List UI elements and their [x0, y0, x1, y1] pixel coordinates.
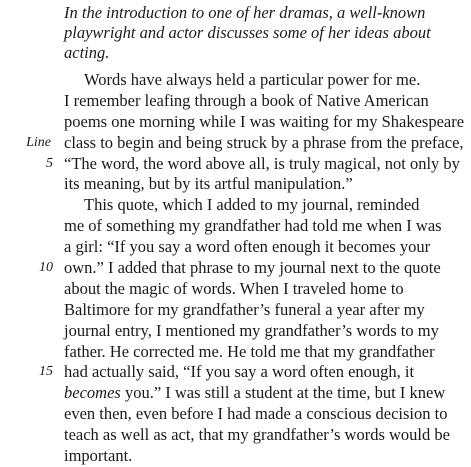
passage-line: [0, 154, 471, 175]
passage-line-text: class to begin and being struck by a phrase from the preface,: [64, 132, 464, 152]
passage-line: [0, 321, 471, 342]
line-label: Line: [26, 134, 51, 150]
passage-line-text-rest: you.” I was still a student at the time, but I knew: [120, 383, 446, 403]
passage-line-text: “The word, the word above all, is truly magical, not only by: [64, 153, 460, 173]
passage-line-text: important.: [64, 446, 133, 466]
passage-line: [0, 91, 471, 112]
passage-line-text: its meaning, but by its artful manipulation.”: [64, 174, 353, 194]
passage-body: [0, 70, 471, 467]
passage-line-text: own.” I added that phrase to my journal next to the quote: [64, 258, 441, 278]
emphasized-word: becomes: [64, 383, 121, 403]
passage-line-text: I remember leafing through a book of Native American: [64, 90, 429, 110]
passage-line: [0, 446, 471, 467]
passage-line-text: [64, 383, 445, 404]
passage-line: [0, 174, 471, 195]
passage-line-text: father. He corrected me. He told me that my grandfather: [64, 341, 435, 361]
intro-line: acting.: [64, 43, 110, 62]
passage-line: [0, 112, 471, 133]
passage-line-text: poems one morning while I was waiting for my Shakespeare: [64, 111, 465, 131]
passage-line: [0, 216, 471, 237]
line-number: 5: [46, 155, 53, 171]
passage-line-text: a girl: “If you say a word often enough it becomes your: [64, 237, 431, 257]
intro-line: playwright and actor discusses some of her ideas about: [64, 23, 431, 42]
passage-line: [0, 300, 471, 321]
passage-line: [0, 279, 471, 300]
passage-line: [0, 237, 471, 258]
passage-line-text: Baltimore for my grandfather’s funeral a year after my: [64, 299, 425, 319]
line-number: 10: [39, 260, 53, 276]
passage-line-text: teach as well as act, that my grandfather’s words would be: [64, 425, 450, 445]
line-number: 15: [39, 364, 53, 380]
passage-line-text: journal entry, I mentioned my grandfather’s words to my: [64, 320, 439, 340]
passage-line: [0, 195, 471, 216]
passage-line: [0, 362, 471, 383]
passage-line: [0, 258, 471, 279]
passage-line: [0, 425, 471, 446]
passage-line-text: This quote, which I added to my journal, reminded: [84, 195, 420, 215]
passage-line-text: had actually said, “If you say a word often enough, it: [64, 362, 415, 382]
passage-line: [0, 70, 471, 91]
passage-line-text: about the magic of words. When I traveled home to: [64, 278, 404, 298]
passage-line: [0, 133, 471, 154]
passage-line-text: me of something my grandfather had told me when I was: [64, 216, 442, 236]
passage-introduction: [64, 3, 464, 63]
intro-line: In the introduction to one of her dramas, a well-known: [64, 3, 426, 22]
passage-line: [0, 383, 471, 404]
passage-line: [0, 404, 471, 425]
passage-line-text: Words have always held a particular power for me.: [84, 70, 421, 89]
passage-line-text: even then, even before I had made a conscious decision to: [64, 404, 448, 424]
passage-line: [0, 342, 471, 363]
